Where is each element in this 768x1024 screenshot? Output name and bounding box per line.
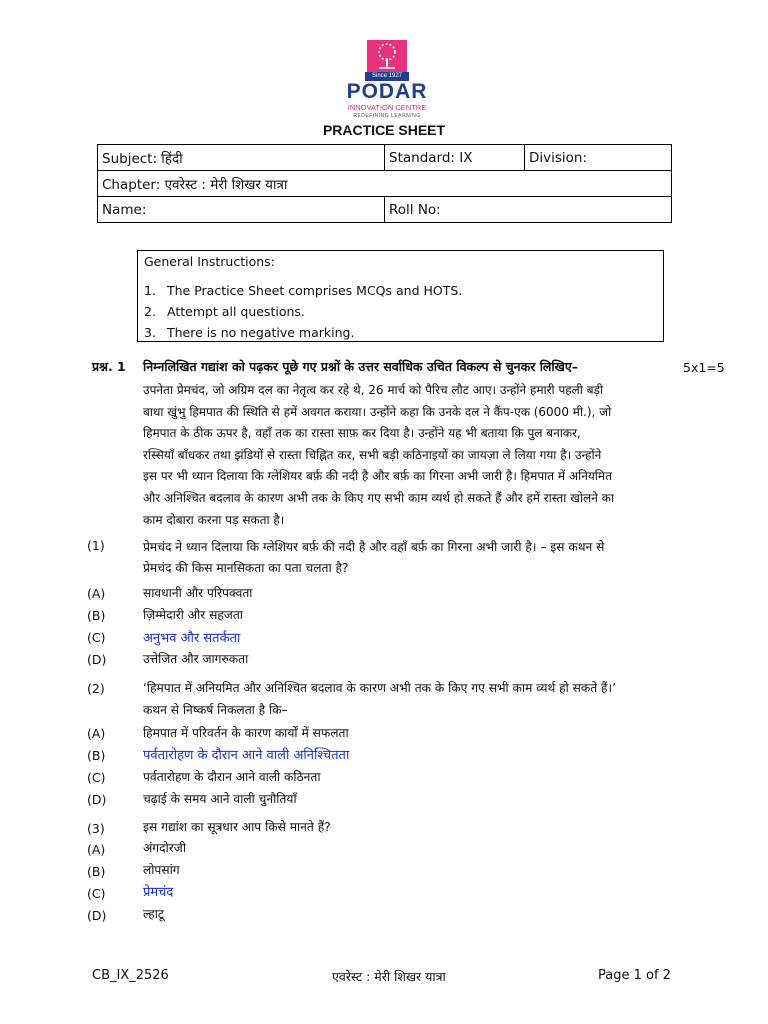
option-text[interactable]: पर्वतारोहण के दौरान आने वाली कठिनता: [143, 770, 321, 784]
option-text[interactable]: उत्तेजित और जागरुकता: [143, 652, 249, 666]
option-text[interactable]: ज़िम्मेदारी और सहजता: [143, 608, 243, 622]
footer-code: CB_IX_2526: [92, 968, 169, 983]
brand-name: PODAR: [346, 80, 428, 103]
option-label: (B): [87, 864, 106, 879]
subject-cell: Subject: हिंदी: [98, 145, 385, 171]
page-title: PRACTICE SHEET: [322, 122, 446, 138]
subquestion-number: (3): [87, 821, 105, 836]
marks-label: 5x1=5: [683, 360, 725, 375]
passage-line: और अनिश्चित बदलाव के कारण अभी तक के किए गए सभी काम व्यर्थ हो सकते हैं और हमें रास्ता खोलने का: [143, 490, 614, 505]
question-number: प्रश्न. 1: [92, 359, 126, 374]
option-label: (A): [87, 586, 106, 601]
passage: [143, 380, 663, 531]
passage-line: काम दोबारा करना पड़ सकता है।: [143, 512, 285, 527]
option-label: (C): [87, 630, 106, 645]
subquestion-text: ‘हिमपात में अनियमित और अनिश्चित बदलाव के कारण अभी तक के किए गए सभी काम व्यर्थ हो सकते हैं।’: [143, 681, 617, 695]
option-text[interactable]: हिमपात में परिवर्तन के कारण कार्यों में सफलता: [143, 726, 349, 740]
roll-no-cell[interactable]: Roll No:: [385, 197, 672, 223]
option-label: (D): [87, 908, 107, 923]
passage-line: बाधा खुंभु हिमपात की स्थिति से हमें अवगत कराया। उन्होंने कहा कि उनके दल ने कैंप-एक (6000 मी.), जो: [143, 404, 612, 419]
option-text[interactable]: चढ़ाई के समय आने वाली चुनौतियाँ: [143, 792, 297, 806]
option-label: (C): [87, 770, 106, 785]
question-heading: निम्नलिखित गद्यांश को पढ़कर पूछे गए प्रश्नों के उत्तर सर्वाधिक उचित विकल्प से चुनकर लिखिए–: [143, 359, 579, 374]
option-label: (C): [87, 886, 106, 901]
subquestion-text: कथन से निष्कर्ष निकलता है कि–: [143, 703, 288, 717]
brand-tagline: REDEFINING LEARNING: [353, 113, 421, 119]
tree-logo-icon: [367, 40, 407, 74]
passage-line: रस्सियाँ बाँधकर तथा झंडियों से रास्ता चिह्नित कर, सभी बड़ी कठिनाइयों का जायज़ा ले लिया गया है। उन्होंने: [143, 447, 602, 462]
chapter-cell: Chapter: एवरेस्ट : मेरी शिखर यात्रा: [98, 171, 672, 197]
general-instructions-box: [137, 250, 664, 342]
option-text[interactable]: लोपसांग: [143, 863, 180, 877]
option-label: (A): [87, 842, 106, 857]
option-text[interactable]: ल्हाटू: [143, 907, 165, 921]
division-cell[interactable]: Division:: [525, 145, 672, 171]
passage-line: इस पर भी ध्यान दिलाया कि ग्लेशियर बर्फ़ की नदी है और बर्फ़ का गिरना अभी जारी है। हिमपात में अनियमित: [143, 469, 612, 484]
subquestion-text: इस गद्यांश का सूत्रधार आप किसे मानते हैं?: [143, 820, 331, 834]
subquestion-number: (2): [87, 681, 105, 696]
instruction-item: 2. Attempt all questions.: [144, 304, 305, 319]
standard-cell: Standard: IX: [385, 145, 525, 171]
name-cell[interactable]: Name:: [98, 197, 385, 223]
option-text-answer[interactable]: प्रेमचंद: [143, 885, 174, 900]
option-text-answer[interactable]: अनुभव और सतर्कता: [143, 631, 241, 646]
brand-subtitle: INNOVATION CENTRE: [347, 103, 427, 112]
since-label: Since 1927: [365, 72, 409, 81]
passage-line: उपनेता प्रेमचंद, जो अग्रिम दल का नेतृत्व कर रहे थे, 26 मार्च को पैरिच लौट आए। उन्होंने हमारी पहली बड़ी: [143, 383, 604, 397]
passage-line: हिमपात के ठीक ऊपर है, वहाँ तक का रास्ता साफ़ कर दिया है। उन्होंने यह भी बताया कि पुल बनाकर,: [143, 426, 581, 441]
subquestion-text: प्रेमचंद ने ध्यान दिलाया कि ग्लेशियर बर्फ़ की नदी है और वहाँ बर्फ़ का गिरना अभी जारी है। – इस कथन से: [143, 540, 605, 554]
instruction-item: 3. There is no negative marking.: [144, 325, 355, 340]
student-info-table: [97, 144, 672, 223]
option-label: (D): [87, 652, 107, 667]
page-number: Page 1 of 2: [598, 968, 671, 983]
instruction-item: 1. The Practice Sheet comprises MCQs and HOTS.: [144, 283, 463, 298]
footer-title: एवरेस्ट : मेरी शिखर यात्रा: [332, 969, 446, 984]
option-text[interactable]: अंगदोरजी: [143, 841, 186, 855]
option-label: (B): [87, 748, 106, 763]
option-label: (D): [87, 792, 107, 807]
option-text[interactable]: सावधानी और परिपक्वता: [143, 586, 253, 600]
option-text-answer[interactable]: पर्वतारोहण के दौरान आने वाली अनिश्चितता: [143, 748, 350, 763]
option-label: (A): [87, 726, 106, 741]
subquestion-text: प्रेमचंद की किस मानसिकता का पता चलता है?: [143, 561, 349, 575]
podar-logo: [337, 40, 437, 124]
subquestion-number: (1): [87, 538, 105, 553]
instructions-heading: General Instructions:: [144, 254, 275, 269]
option-label: (B): [87, 608, 106, 623]
